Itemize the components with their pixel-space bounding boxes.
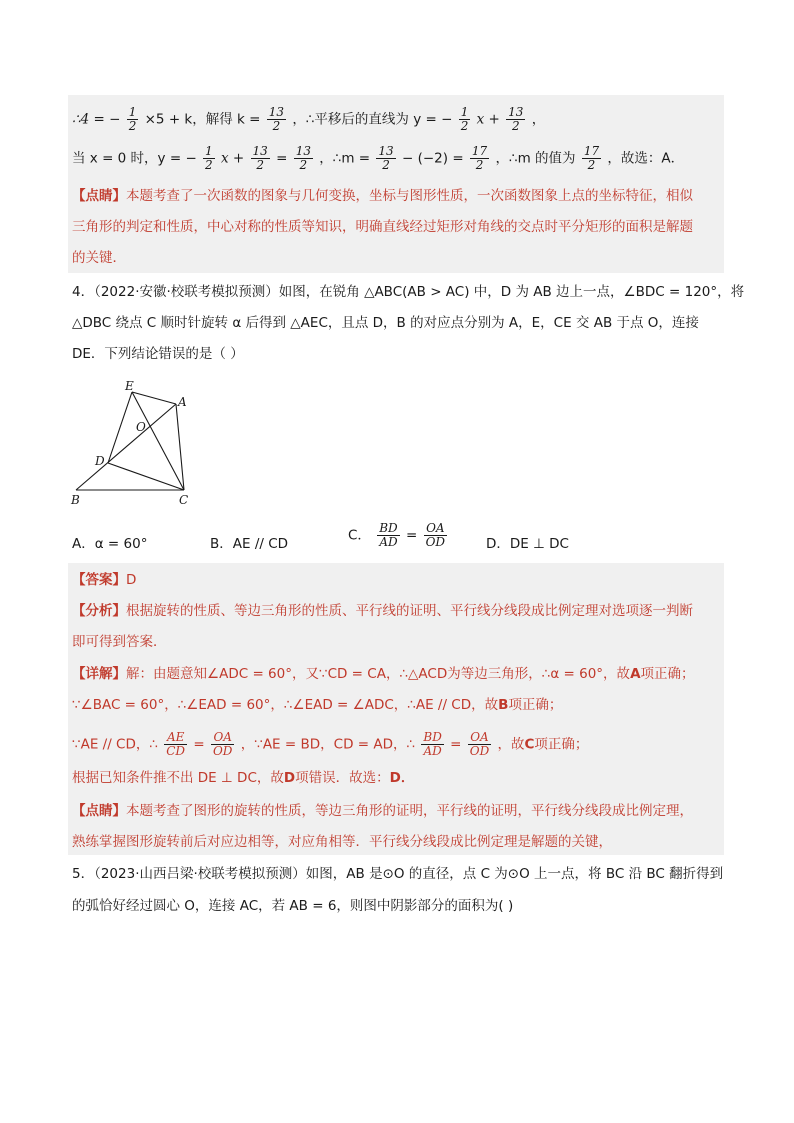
question-5-line-2: 的弧恰好经过圆心 O，连接 AC，若 AB = 6，则图中阴影部分的面积为( )	[72, 898, 514, 914]
fraction: $\frac{BD}{AD}$	[423, 730, 442, 758]
question-4-line-3: DE．下列结论错误的是（ ）	[72, 346, 244, 362]
text: x +	[220, 150, 245, 167]
dianjing-line-2: 三角形的判定和性质，中心对称的性质等知识，明确直线经过矩形对角线的交点时平分矩形的面积是解题	[72, 219, 693, 235]
dianjing-line-1	[72, 186, 724, 206]
text: 项正确；	[534, 736, 589, 753]
text: C．	[348, 527, 371, 544]
text: ∴4 = −	[72, 111, 121, 128]
label-O: O	[136, 420, 146, 434]
text: 本题考查了一次函数的图象与几何变换，坐标与图形性质，一次函数图象上点的坐标特征，相似	[126, 188, 693, 204]
detail-line-1	[72, 664, 724, 684]
question-4-line-1: 4．（2022·安徽·校联考模拟预测）如图，在锐角 △ABC(AB > AC) 中，D 为 AB 边上一点，∠BDC = 120°，将	[72, 284, 745, 300]
option-c	[348, 522, 449, 549]
fraction: $\frac{17}{2}$	[471, 144, 488, 172]
option-ref: A	[630, 666, 641, 682]
detail-line-2	[72, 695, 724, 715]
text: x +	[476, 111, 500, 128]
fraction: $\frac{AE}{CD}$	[166, 730, 186, 758]
fraction: $\frac{13}{2}$	[378, 144, 394, 172]
text: 解：由题意知∠ADC = 60°，又∵CD = CA，∴△ACD为等边三角形，∴α = 60°，故	[126, 666, 631, 682]
dianjing-line-3: 的关键．	[72, 250, 126, 266]
fraction: $\frac{13}{2}$	[295, 144, 311, 172]
dianjing2-line-1	[72, 801, 724, 821]
question-5-line-1: 5．（2023·山西吕梁·校联考模拟预测）如图，AB 是⊙O 的直径，点 C 为⊙O 上一点，将 BC 沿 BC 翻折得到	[72, 866, 724, 882]
text: 当 x = 0 时，y = −	[72, 150, 197, 167]
fraction: $\frac{13}{2}$	[252, 144, 268, 172]
solution-line-2	[72, 145, 724, 172]
text: =	[193, 736, 205, 753]
analysis-line-1	[72, 601, 724, 621]
text: ，故选：A．	[607, 150, 685, 167]
text: 项正确；	[508, 697, 563, 713]
text: =	[405, 527, 418, 544]
segment-DC	[108, 463, 184, 490]
text: 根据已知条件推不出 DE ⊥ DC，故	[72, 770, 284, 786]
fraction: $\frac{13}{2}$	[268, 105, 285, 133]
fraction: $\frac{OA}{OD}$	[469, 730, 490, 758]
text: 本题考查了图形的旋转的性质，等边三角形的证明，平行线的证明，平行线分线段成比例定理，	[126, 803, 693, 819]
option-a: A．α = 60°	[72, 536, 148, 552]
fraction: $\frac{OA}{OD}$	[212, 730, 233, 758]
answer-value: D	[126, 572, 137, 588]
text: 根据旋转的性质、等边三角形的性质、平行线的证明、平行线分线段成比例定理对选项逐一判断	[126, 603, 693, 619]
analysis-line-2: 即可得到答案．	[72, 634, 167, 650]
option-ref: D	[283, 770, 296, 786]
text: ，∵AE = BD，CD = AD，∴	[240, 736, 416, 753]
text: =	[450, 736, 462, 753]
detail-line-4	[72, 768, 724, 788]
label-B: B	[71, 493, 80, 507]
dianjing-tag: 【点睛】	[72, 803, 126, 819]
geometry-figure	[66, 378, 196, 508]
option-d: D．DE ⊥ DC	[486, 536, 569, 552]
answer-tag: 【答案】	[72, 572, 126, 588]
segment-EA	[132, 392, 176, 404]
solution-line-1	[72, 106, 724, 133]
text: 项正确；	[640, 666, 695, 682]
text: ，∴m 的值为	[495, 150, 576, 167]
text: ，∴平移后的直线为 y = −	[292, 111, 453, 128]
fraction: $\frac{13}{2}$	[508, 105, 524, 133]
detail-line-3	[72, 731, 724, 758]
text: =	[276, 150, 288, 167]
fraction: $\frac{OA}{OD}$	[425, 521, 446, 549]
analysis-tag: 【分析】	[72, 603, 126, 619]
option-ref: B	[498, 697, 509, 713]
answer-line	[72, 570, 724, 590]
fraction: $\frac{BD}{AD}$	[379, 521, 398, 549]
text: ∵∠BAC = 60°，∴∠EAD = 60°，∴∠EAD = ∠ADC，∴AE // CD，故	[72, 697, 499, 713]
text: ，∴m =	[319, 150, 371, 167]
text: 项错误．故选：	[295, 770, 390, 786]
text: − (−2) =	[401, 150, 464, 167]
dianjing2-line-2: 熟练掌握图形旋转前后对应边相等，对应角相等．平行线分线段成比例定理是解题的关键，	[72, 834, 612, 850]
text: ∵AE // CD，∴	[72, 736, 158, 753]
fraction: $\frac{1}{2}$	[128, 105, 137, 133]
text: ，	[531, 111, 546, 128]
label-A: A	[178, 395, 187, 409]
answer-ref: D．	[389, 770, 415, 786]
option-ref: C	[524, 736, 535, 753]
label-D: D	[95, 454, 105, 468]
label-C: C	[179, 493, 189, 507]
question-4-line-2: △DBC 绕点 C 顺时针旋转 α 后得到 △AEC，且点 D，B 的对应点分别为 A，E，CE 交 AB 于点 O，连接	[72, 315, 699, 331]
option-b: B．AE // CD	[210, 536, 289, 552]
fraction: $\frac{17}{2}$	[583, 144, 600, 172]
fraction: $\frac{1}{2}$	[205, 144, 213, 172]
dianjing-tag: 【点睛】	[72, 188, 126, 204]
text: ，故	[497, 736, 525, 753]
label-E: E	[125, 379, 134, 393]
fraction: $\frac{1}{2}$	[460, 105, 469, 133]
text: ×5 + k，解得 k =	[144, 111, 261, 128]
detail-tag: 【详解】	[72, 666, 126, 682]
